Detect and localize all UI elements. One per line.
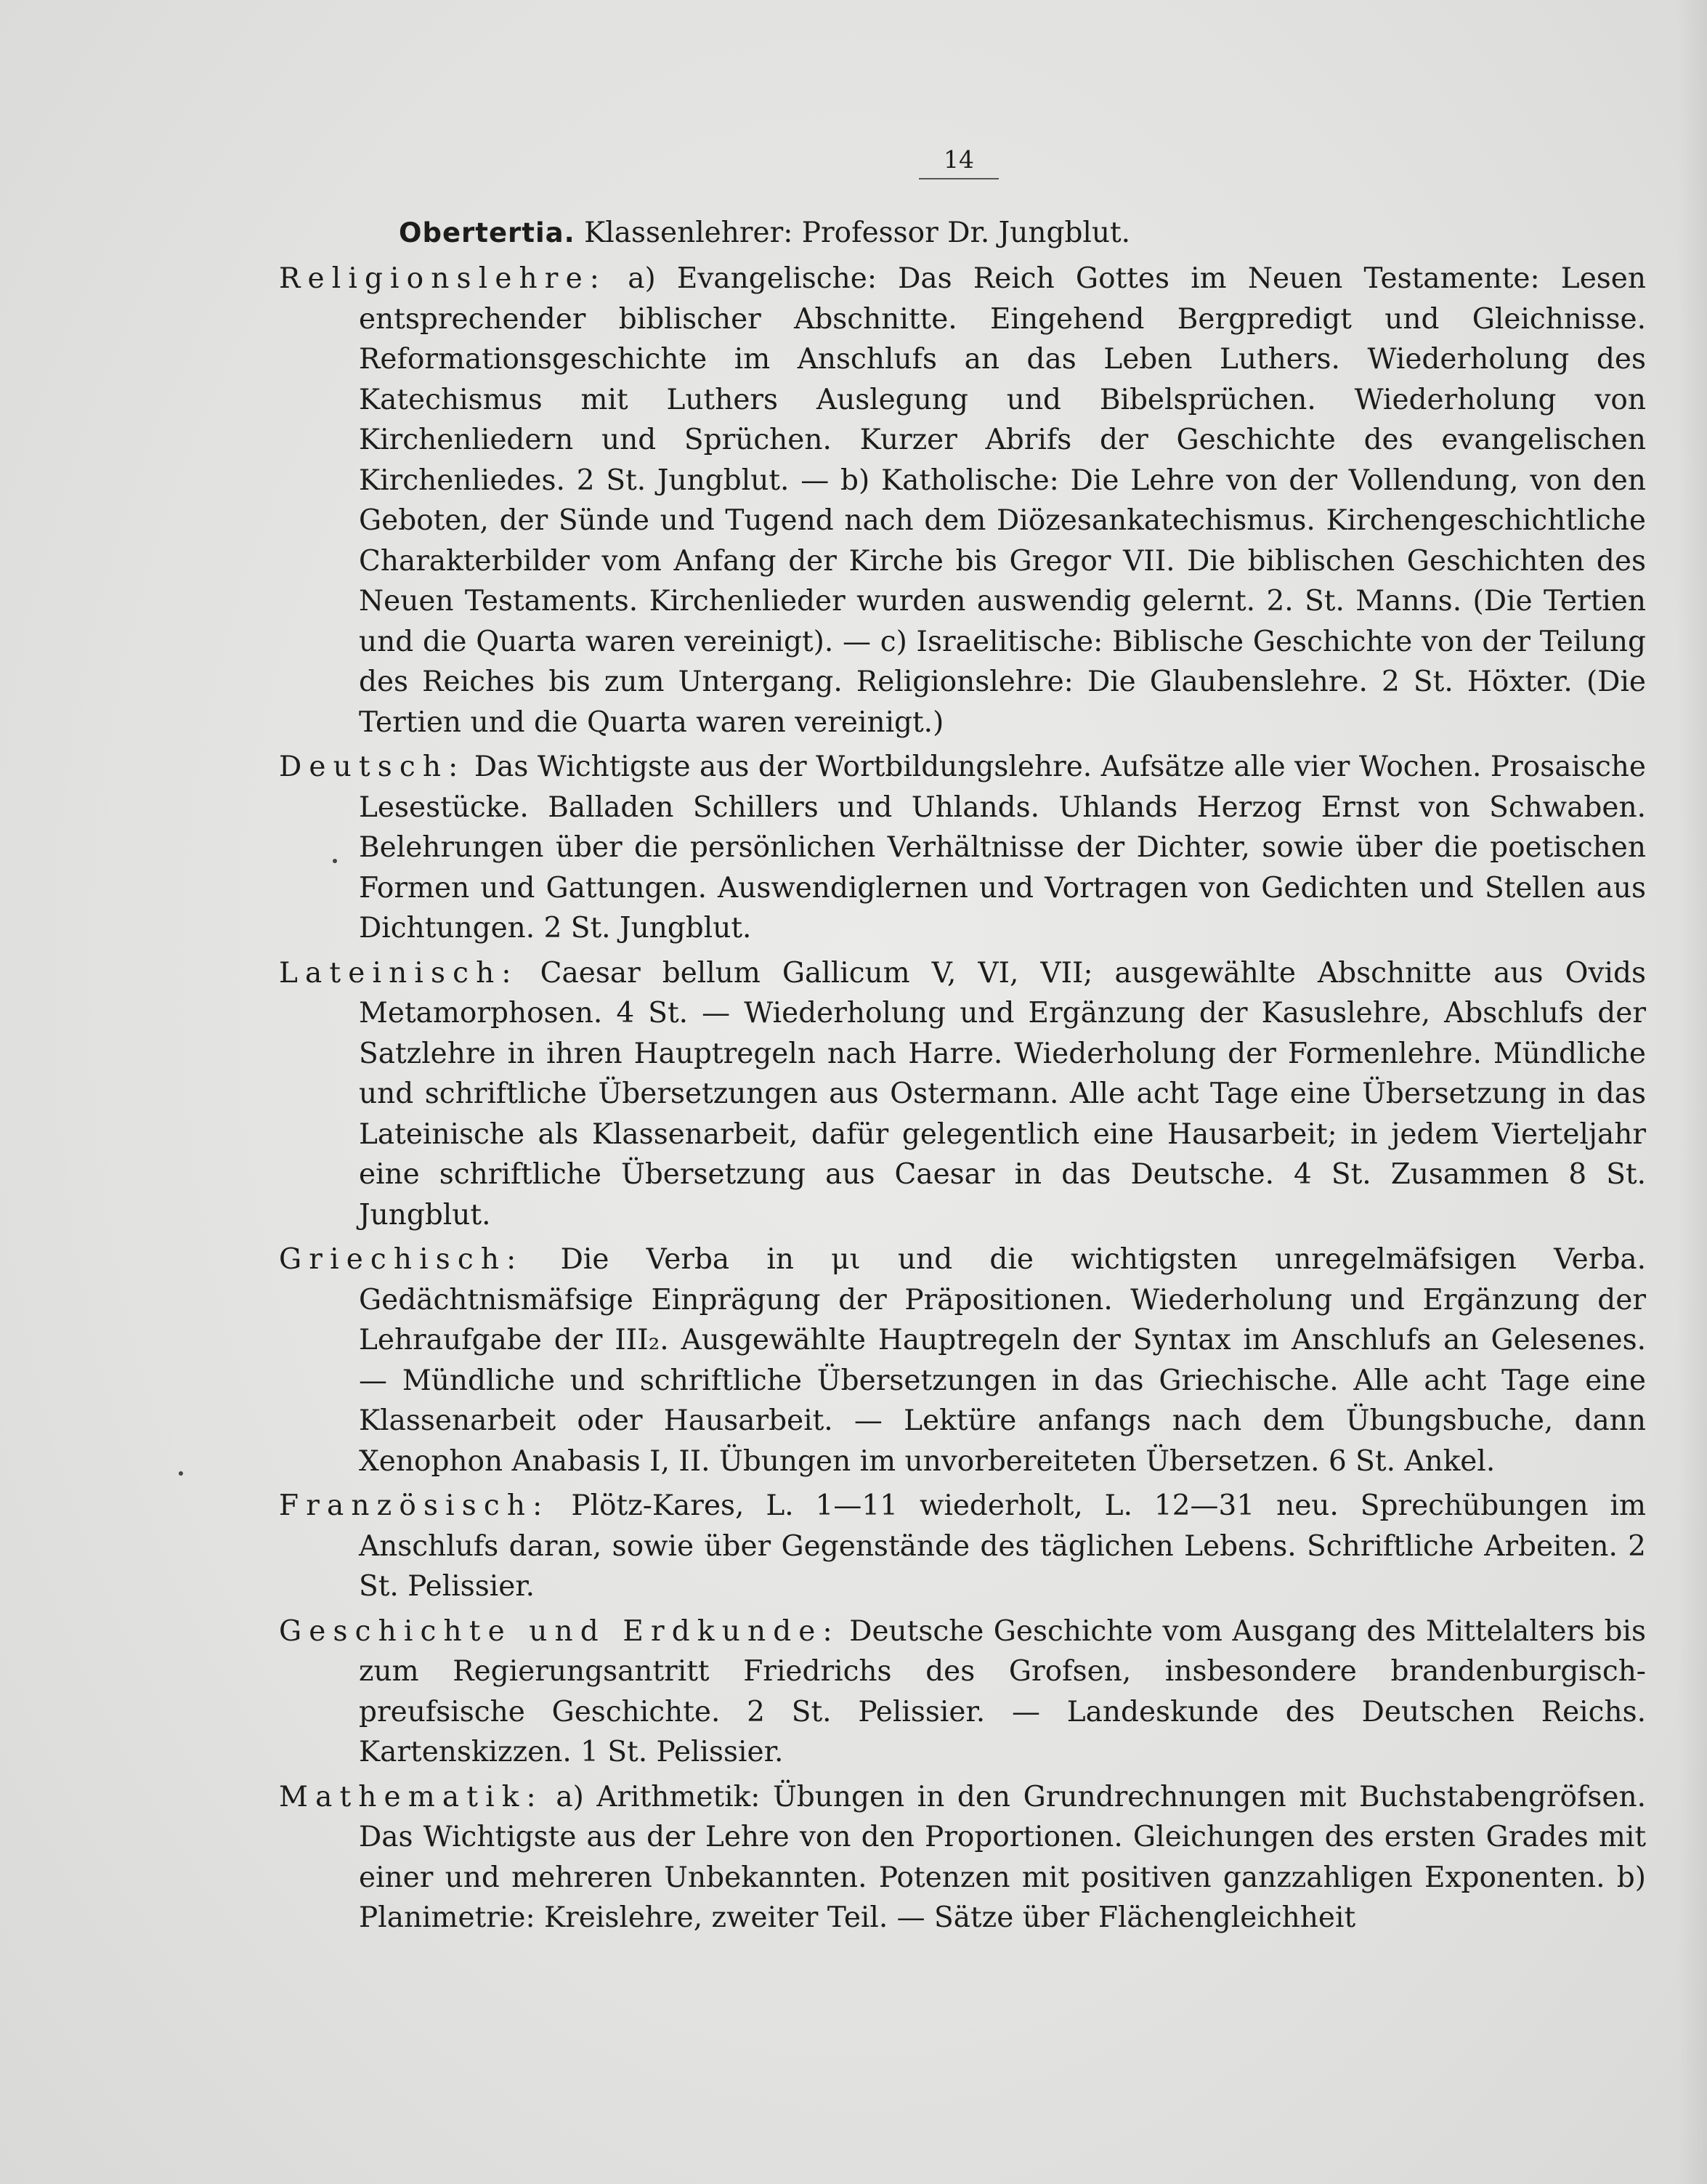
subject-entry-geschichte — [279, 1611, 1646, 1773]
subject-entry-franzoesisch — [279, 1486, 1646, 1607]
subject-name: Deutsch: — [279, 751, 466, 783]
subject-name: Geschichte und Erdkunde: — [279, 1614, 840, 1648]
class-teacher: Klassenlehrer: Professor Dr. Jungblut. — [584, 217, 1131, 249]
scan-speck — [179, 1471, 183, 1476]
subject-text: Caesar bellum Gallicum V, VI, VII; ausgewählte Abschnitte aus Ovids Metamorphosen. 4 St. — Wiederholung und Ergänzung der Kasuslehre, Abschlufs der Satzlehre in ihren Hauptregeln nach Harre. Wiederholung der Formenlehre. Mündliche und schriftliche Übersetzungen aus Ostermann. Alle acht Tage eine Übersetzung in das Lateinische als Klassenarbeit, dafür gelegentlich eine Hausarbeit; in jedem Vierteljahr eine schriftliche Übersetzung aus Caesar in das Deutsche. 4 St. Zusammen 8 St. Jungblut. — [359, 956, 1646, 1231]
subject-entry-mathematik — [279, 1777, 1646, 1938]
page-number: 14 — [919, 145, 999, 179]
subject-name: Religionslehre: — [279, 262, 607, 295]
subject-entry-deutsch — [279, 747, 1646, 949]
subject-name: Französisch: — [279, 1489, 550, 1522]
class-heading — [399, 212, 1646, 259]
subject-text: Plötz-Kares, L. 1—11 wiederholt, L. 12—31 neu. Sprechübungen im Anschlufs daran, sowie über Gegenstände des täglichen Lebens. Schriftliche Arbeiten. 2 St. Pelissier. — [359, 1489, 1646, 1603]
subject-name: Mathematik: — [279, 1780, 543, 1813]
scan-speck — [333, 859, 337, 863]
subject-text: Deutsche Geschichte vom Ausgang des Mittelalters bis zum Regierungsantritt Friedrichs des Grofsen, insbesondere brandenburgisch-preufsische Geschichte. 2 St. Pelissier. — Landeskunde des Deutschen Reichs. Kartenskizzen. 1 St. Pelissier. — [359, 1614, 1646, 1768]
subject-text: a) Arithmetik: Übungen in den Grundrechnungen mit Buchstabengröfsen. Das Wichtigste aus der Lehre von den Proportionen. Gleichungen des ersten Grades mit einer und mehreren Unbekannten. Potenzen mit positiven ganzzahligen Exponenten. b) Planimetrie: Kreislehre, zweiter Teil. — Sätze über Flächengleichheit — [359, 1780, 1646, 1934]
subject-entry-griechisch — [279, 1239, 1646, 1481]
body-text — [279, 212, 1646, 1943]
subject-entry-religion — [279, 259, 1646, 743]
subject-name: Lateinisch: — [279, 956, 519, 990]
class-name: Obertertia. — [399, 217, 575, 248]
subject-entry-latein — [279, 953, 1646, 1236]
subject-text: a) Evangelische: Das Reich Gottes im Neuen Testamente: Lesen entsprechender biblischer Abschnitte. Eingehend Bergpredigt und Gleichnisse. Reformationsgeschichte im Anschlufs an das Leben Luthers. Wiederholung des Katechismus mit Luthers Auslegung und Bibelsprüchen. Wiederholung von Kirchenliedern und Sprüchen. Kurzer Abrifs der Geschichte des evangelischen Kirchenliedes. 2 St. Jungblut. — b) Katholische: Die Lehre von der Vollendung, von den Geboten, der Sünde und Tugend nach dem Diözesankatechismus. Kirchengeschichtliche Charakterbilder vom Anfang der Kirche bis Gregor VII. Die biblischen Geschichten des Neuen Testaments. Kirchenlieder wurden auswendig gelernt. 2. St. Manns. (Die Tertien und die Quarta waren vereinigt). — c) Israelitische: Biblische Geschichte von der Teilung des Reiches bis zum Untergang. Religionslehre: Die Glaubenslehre. 2 St. Höxter. (Die Tertien und die Quarta waren vereinigt.) — [359, 262, 1646, 739]
subject-name: Griechisch: — [279, 1243, 524, 1276]
page-edge-shadow — [1678, 0, 1707, 2184]
subject-text: Die Verba in μι und die wichtigsten unregelmäfsigen Verba. Gedächtnismäfsige Einprägung der Präpositionen. Wiederholung und Ergänzung der Lehraufgabe der III₂. Ausgewählte Hauptregeln der Syntax im Anschlufs an Gelesenes. — Mündliche und schriftliche Übersetzungen in das Griechische. Alle acht Tage eine Klassenarbeit oder Hausarbeit. — Lektüre anfangs nach dem Übungsbuche, dann Xenophon Anabasis I, II. Übungen im unvorbereiteten Übersetzen. 6 St. Ankel. — [359, 1243, 1646, 1478]
subject-text: Das Wichtigste aus der Wortbildungslehre. Aufsätze alle vier Wochen. Prosaische Lesestücke. Balladen Schillers und Uhlands. Uhlands Herzog Ernst von Schwaben. Belehrungen über die persönlichen Verhältnisse der Dichter, sowie über die poetischen Formen und Gattungen. Auswendiglernen und Vortragen von Gedichten und Stellen aus Dichtungen. 2 St. Jungblut. — [359, 751, 1646, 945]
